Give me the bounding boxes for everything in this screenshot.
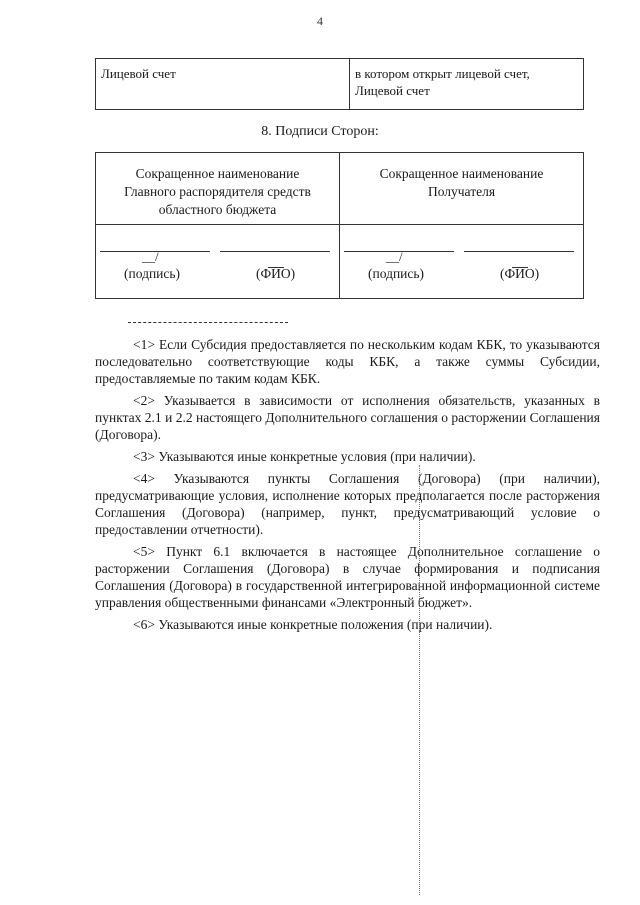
left-fio-line xyxy=(220,251,330,252)
right-header-line2: Получателя xyxy=(427,184,496,199)
binding-thread xyxy=(419,465,420,895)
right-signature-area xyxy=(340,225,583,298)
left-fio-caption: (ФИО) xyxy=(256,266,296,281)
left-header-line3: областного бюджета xyxy=(158,202,277,217)
signature-block-left xyxy=(96,153,340,299)
page-number: 4 xyxy=(317,14,323,28)
left-signature-caption: (подпись) xyxy=(124,266,181,281)
footnote-separator xyxy=(128,322,288,323)
left-header-line1: Сокращенное наименование xyxy=(135,166,300,181)
footnote-6: <6> Указываются иные конкретные положения (при наличии). xyxy=(133,617,493,632)
left-signature-area xyxy=(96,225,339,298)
footnote-2: <2> Указывается в зависимости от исполнения обязательств, указанных в пунктах 2.1 и 2.2 настоящего Дополнительного соглашения о расторжении Соглашения (Договора). xyxy=(95,393,600,442)
footnotes xyxy=(95,336,600,638)
account-label-cell xyxy=(96,59,350,110)
signatures-table xyxy=(95,152,584,299)
account-value-cell xyxy=(350,59,584,110)
account-label: Лицевой счет xyxy=(101,66,176,81)
right-fio-caption: (ФИО) xyxy=(500,266,540,281)
account-table xyxy=(95,58,584,110)
left-party-header xyxy=(96,153,339,225)
right-signature-caption: (подпись) xyxy=(368,266,425,281)
account-value-line2: Лицевой счет xyxy=(355,83,430,98)
footnote-5: <5> Пункт 6.1 включается в настоящее Дополнительное соглашение о расторжении Соглашения (Договора) в случае формирования и подписания Соглашения (Договора) в государственной интегрированной информационной системе управления общественными финансами «Электронный бюджет». xyxy=(95,544,600,610)
section-title: 8. Подписи Сторон: xyxy=(261,124,379,139)
footnote-3: <3> Указываются иные конкретные условия (при наличии). xyxy=(133,449,476,464)
footnote-1: <1> Если Субсидия предоставляется по нескольким кодам КБК, то указываются последовательно соответствующие коды КБК, а также суммы Субсидии, предоставляемые по таким кодам КБК. xyxy=(95,337,600,386)
right-header-line1: Сокращенное наименование xyxy=(379,166,544,181)
right-fio-line xyxy=(464,251,574,252)
right-party-header xyxy=(340,153,583,225)
signature-block-right xyxy=(340,153,584,299)
account-value-line1: в котором открыт лицевой счет, xyxy=(355,66,530,81)
left-signature-slash: __/ xyxy=(142,249,159,264)
right-signature-slash: __/ xyxy=(386,249,403,264)
left-header-line2: Главного распорядителя средств xyxy=(124,184,311,199)
footnote-4: <4> Указываются пункты Соглашения (Договора) (при наличии), предусматривающие условия, исполнение которых предполагается после расторжения Соглашения (Договора) (например, пункт, предусматривающий условие о предоставлении отчетности). xyxy=(95,471,600,537)
